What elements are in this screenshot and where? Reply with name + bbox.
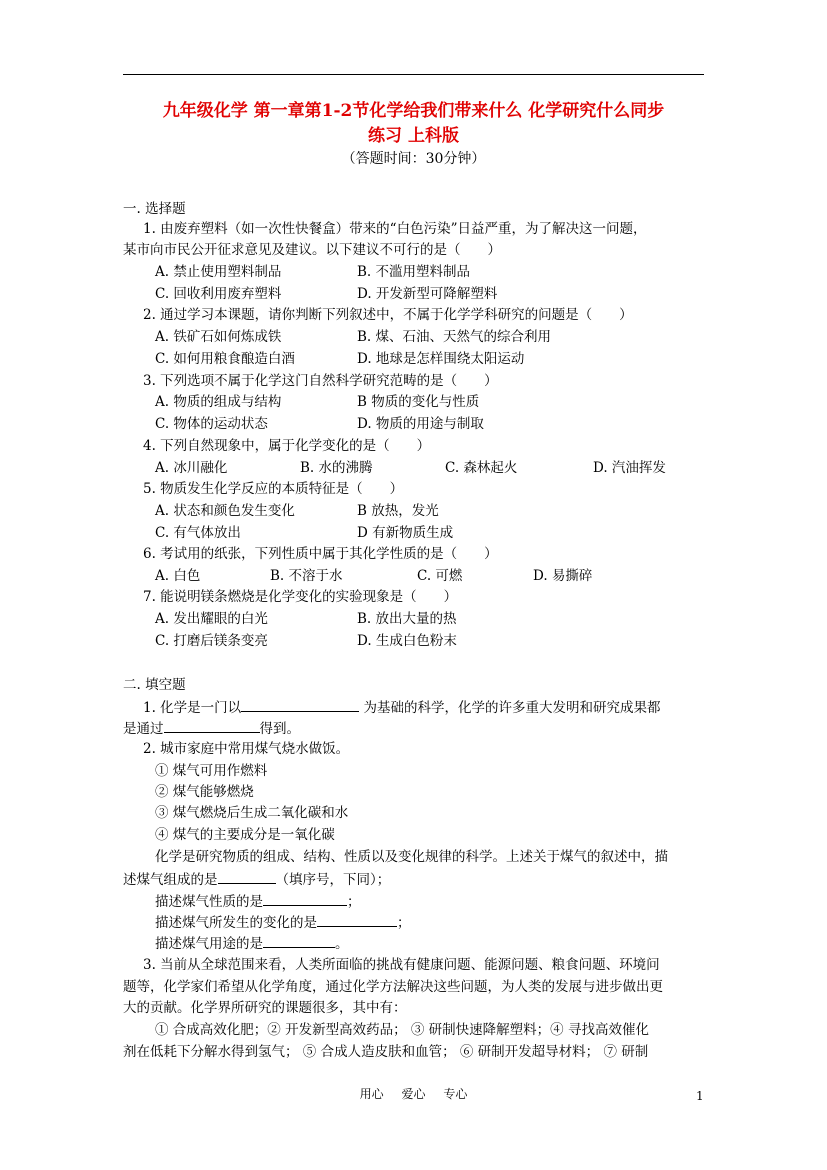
fill-2-text: 2. 城市家庭中常用煤气烧水做饭。 (143, 741, 350, 757)
fill-2-item-3: ③ 煤气燃烧后生成二氧化碳和水 (155, 805, 349, 821)
fill-2-property (155, 891, 361, 911)
page-number: 1 (696, 1089, 704, 1103)
q4-option-c: C. 森林起火 (445, 460, 518, 476)
q1-option-d: D. 开发新型可降解塑料 (357, 286, 498, 302)
fill-1-line-2 (123, 718, 300, 738)
fill-2-item-4: ④ 煤气的主要成分是一氧化碳 (155, 827, 335, 843)
fill-2-paragraph: 化学是研究物质的组成、结构、性质以及变化规律的科学。上述关于煤气的叙述中，描 (155, 849, 668, 865)
header-rule (123, 74, 704, 75)
fill-2-composition-text: 述煤气组成的是 (123, 872, 218, 888)
question-2-text: 2. 通过学习本课题，请你判断下列叙述中，不属于化学学科研究的问题是（ ） (143, 307, 633, 323)
q2-option-c: C. 如何用粮食酿造白酒 (155, 351, 295, 367)
fill-2-change-end: ； (397, 915, 411, 931)
fill-2-change (155, 912, 411, 932)
q1-option-a: A. 禁止使用塑料制品 (155, 264, 282, 280)
section-heading-fill: 二. 填空题 (123, 677, 186, 693)
q6-option-a: A. 白色 (155, 568, 201, 584)
q5-option-b: B 放热，发光 (357, 503, 439, 519)
q6-option-c: C. 可燃 (417, 568, 463, 584)
fill-2-composition-note: （填序号，下同）； (275, 872, 391, 888)
fill-2-use-text: 描述煤气用途的是 (155, 936, 263, 952)
q6-option-d: D. 易撕碎 (533, 568, 593, 584)
q5-option-c: C. 有气体放出 (155, 525, 241, 541)
q4-option-b: B. 水的沸腾 (300, 460, 373, 476)
fill-1-text-b: 为基础的科学，化学的许多重大发明和研究成果都 (359, 700, 661, 716)
footer-word-3: 专心 (443, 1087, 468, 1101)
q2-option-d: D. 地球是怎样围绕太阳运动 (357, 351, 525, 367)
q1-option-b: B. 不滥用塑料制品 (357, 264, 471, 280)
fill-3-line-4: ① 合成高效化肥；② 开发新型高效药品； ③ 研制快速降解塑料；④ 寻找高效催化 (155, 1022, 649, 1038)
fill-2-item-2: ② 煤气能够燃烧 (155, 784, 254, 800)
title-line-1: 九年级化学 第一章第1-2节化学给我们带来什么 化学研究什么同步 (162, 101, 665, 121)
fill-1-text-a: 1. 化学是一门以 (143, 700, 242, 716)
question-1-text-cont: 某市向市民公开征求意见及建议。以下建议不可行的是（ ） (123, 242, 501, 258)
answer-time: （答题时间：30分钟） (341, 151, 486, 167)
fill-1-line-1 (143, 697, 660, 717)
q5-option-d: D 有新物质生成 (357, 525, 454, 541)
q3-option-d: D. 物质的用途与制取 (357, 416, 484, 432)
question-3-text: 3. 下列选项不属于化学这门自然科学研究范畴的是（ ） (143, 373, 498, 389)
section-heading-choice: 一. 选择题 (123, 201, 186, 217)
q4-option-d: D. 汽油挥发 (593, 460, 666, 476)
q2-option-a: A. 铁矿石如何炼成铁 (155, 329, 282, 345)
fill-3-line-2: 题等，化学家们希望从化学角度，通过化学方法解决这些问题，为人类的发展与进步做出更 (123, 979, 663, 995)
fill-1-text-c: 是通过 (123, 721, 164, 737)
fill-2-property-text: 描述煤气性质的是 (155, 894, 263, 910)
fill-2-property-end: ； (347, 894, 361, 910)
q4-option-a: A. 冰川融化 (155, 460, 228, 476)
fill-2-blank-3 (317, 912, 397, 927)
q7-option-c: C. 打磨后镁条变亮 (155, 633, 268, 649)
fill-2-blank-2 (263, 891, 347, 906)
q7-option-a: A. 发出耀眼的白光 (155, 611, 268, 627)
title-line-2: 练习 上科版 (368, 126, 459, 146)
question-4-text: 4. 下列自然现象中，属于化学变化的是（ ） (143, 438, 431, 454)
footer-word-2: 爱心 (401, 1087, 426, 1101)
question-6-text: 6. 考试用的纸张，下列性质中属于其化学性质的是（ ） (143, 546, 498, 562)
fill-1-blank-a (241, 697, 359, 712)
q7-option-b: B. 放出大量的热 (357, 611, 457, 627)
question-1-text: 1. 由废弃塑料（如一次性快餐盒）带来的“白色污染”日益严重，为了解决这一问题， (143, 221, 647, 237)
fill-1-text-d: 得到。 (259, 721, 300, 737)
fill-2-item-1: ① 煤气可用作燃料 (155, 763, 268, 779)
fill-3-line-3: 大的贡献。化学界所研究的课题很多，其中有： (123, 1000, 407, 1016)
q3-option-c: C. 物体的运动状态 (155, 416, 268, 432)
fill-2-blank-1 (218, 869, 276, 884)
fill-3-line-1: 3. 当前从全球范围来看，人类所面临的挑战有健康问题、能源问题、粮食问题、环境问 (143, 957, 660, 973)
fill-2-change-text: 描述煤气所发生的变化的是 (155, 915, 317, 931)
q3-option-a: A. 物质的组成与结构 (155, 394, 282, 410)
q2-option-b: B. 煤、石油、天然气的综合利用 (357, 329, 552, 345)
fill-1-blank-b (164, 718, 260, 733)
footer-word-1: 用心 (359, 1087, 384, 1101)
fill-3-line-5: 剂在低耗下分解水得到氢气； ⑤ 合成人造皮肤和血管； ⑥ 研制开发超导材料； ⑦ 研制 (123, 1044, 649, 1060)
fill-2-use-end: 。 (335, 936, 349, 952)
q6-option-b: B. 不溶于水 (270, 568, 343, 584)
q3-option-b: B 物质的变化与性质 (357, 394, 480, 410)
question-7-text: 7. 能说明镁条燃烧是化学变化的实验现象是（ ） (143, 589, 458, 605)
fill-2-blank-4 (263, 933, 335, 948)
q1-option-c: C. 回收利用废弃塑料 (155, 286, 282, 302)
fill-2-use (155, 933, 349, 953)
q7-option-d: D. 生成白色粉末 (357, 633, 457, 649)
question-5-text: 5. 物质发生化学反应的本质特征是（ ） (143, 481, 404, 497)
fill-2-composition (123, 869, 390, 889)
q5-option-a: A. 状态和颜色发生变化 (155, 503, 295, 519)
